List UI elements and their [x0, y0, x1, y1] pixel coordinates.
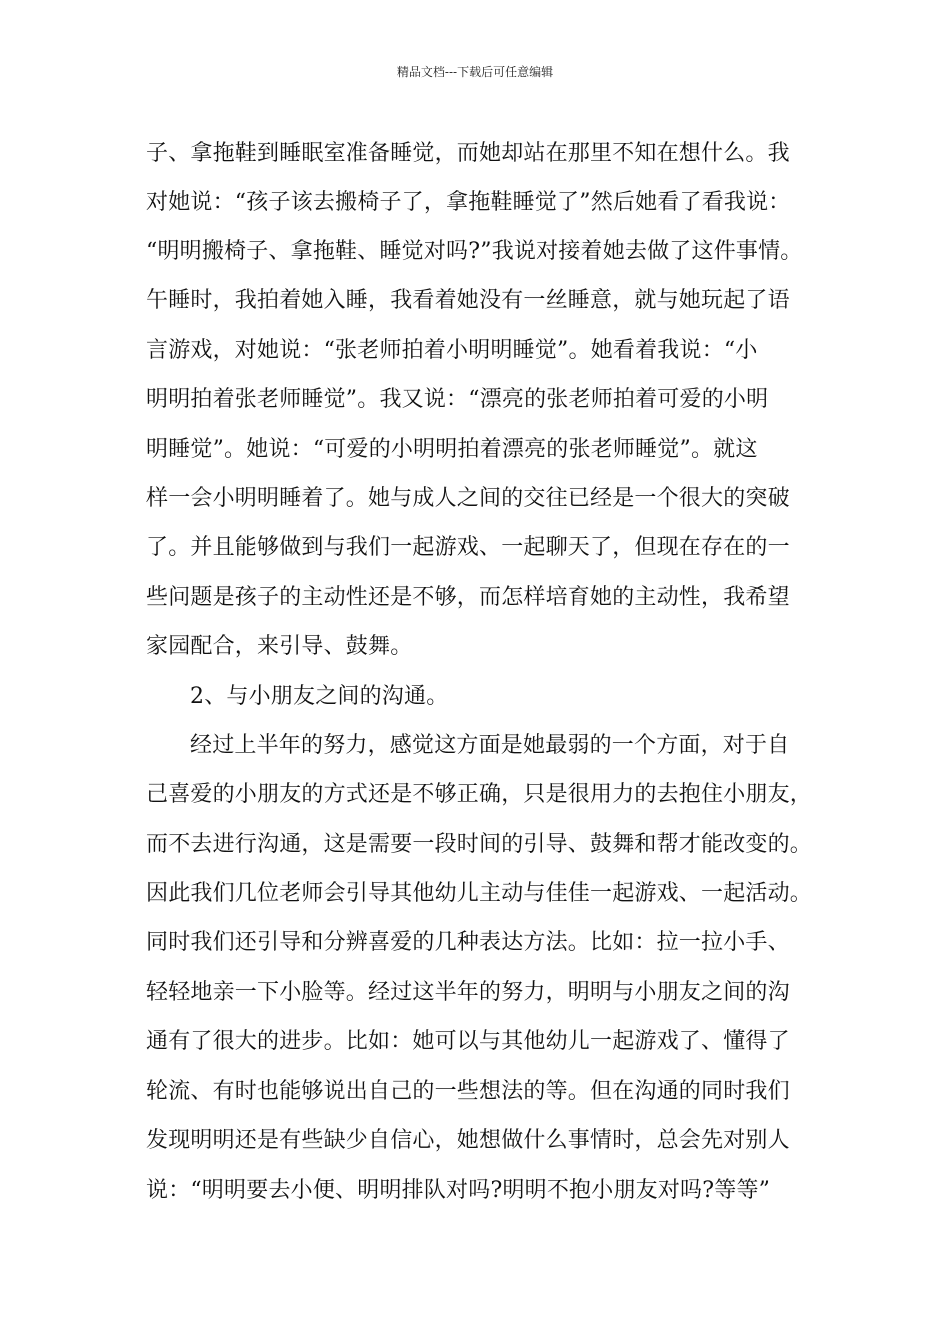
text-line: 明睡觉”。她说：“可爱的小明明拍着漂亮的张老师睡觉”。就这 — [146, 437, 758, 462]
text-line: 而不去进行沟通，这是需要一段时间的引导、鼓舞和帮才能改变的。 — [146, 832, 813, 857]
text-line: 午睡时，我拍着她入睡，我看着她没有一丝睡意，就与她玩起了语 — [146, 288, 790, 313]
text-line: 子、拿拖鞋到睡眠室准备睡觉，而她却站在那里不知在想什么。我 — [146, 141, 790, 166]
text-line: 明明拍着张老师睡觉”。我又说：“漂亮的张老师拍着可爱的小明 — [146, 387, 769, 412]
section-heading: 2、与小朋友之间的沟通。 — [190, 684, 449, 709]
text-line: 些问题是孩子的主动性还是不够，而怎样培育她的主动性，我希望 — [146, 585, 790, 610]
text-line: 对她说：“孩子该去搬椅子了，拿拖鞋睡觉了”然后她看了看我说： — [146, 190, 791, 215]
text-line: 通有了很大的进步。比如：她可以与其他幼儿一起游戏了、懂得了 — [146, 1029, 790, 1054]
text-line: 因此我们几位老师会引导其他幼儿主动与佳佳一起游戏、一起活动。 — [146, 881, 813, 906]
text-line: 言游戏，对她说：“张老师拍着小明明睡觉”。她看着我说：“小 — [146, 338, 758, 363]
text-line: 家园配合，来引导、鼓舞。 — [146, 634, 413, 659]
text-line: 己喜爱的小朋友的方式还是不够正确，只是很用力的去抱住小朋友， — [146, 782, 813, 807]
page-header: 精品文档---下载后可任意编辑 — [396, 65, 554, 79]
text-line: 轮流、有时也能够说出自己的一些想法的等。但在沟通的同时我们 — [146, 1079, 790, 1104]
text-line: 发现明明还是有些缺少自信心，她想做什么事情时，总会先对别人 — [146, 1128, 790, 1153]
text-line: 说：“明明要去小便、明明排队对吗?明明不抱小朋友对吗?等等” — [146, 1178, 771, 1203]
text-line: 轻轻地亲一下小脸等。经过这半年的努力，明明与小朋友之间的沟 — [146, 980, 790, 1005]
text-line: 经过上半年的努力，感觉这方面是她最弱的一个方面，对于自 — [190, 733, 790, 758]
text-line: 了。并且能够做到与我们一起游戏、一起聊天了，但现在存在的一 — [146, 535, 790, 560]
text-line: 同时我们还引导和分辨喜爱的几种表达方法。比如：拉一拉小手、 — [146, 930, 790, 955]
text-line: 样一会小明明睡着了。她与成人之间的交往已经是一个很大的突破 — [146, 486, 790, 511]
text-line: “明明搬椅子、拿拖鞋、睡觉对吗?”我说对接着她去做了这件事情。 — [146, 239, 803, 264]
